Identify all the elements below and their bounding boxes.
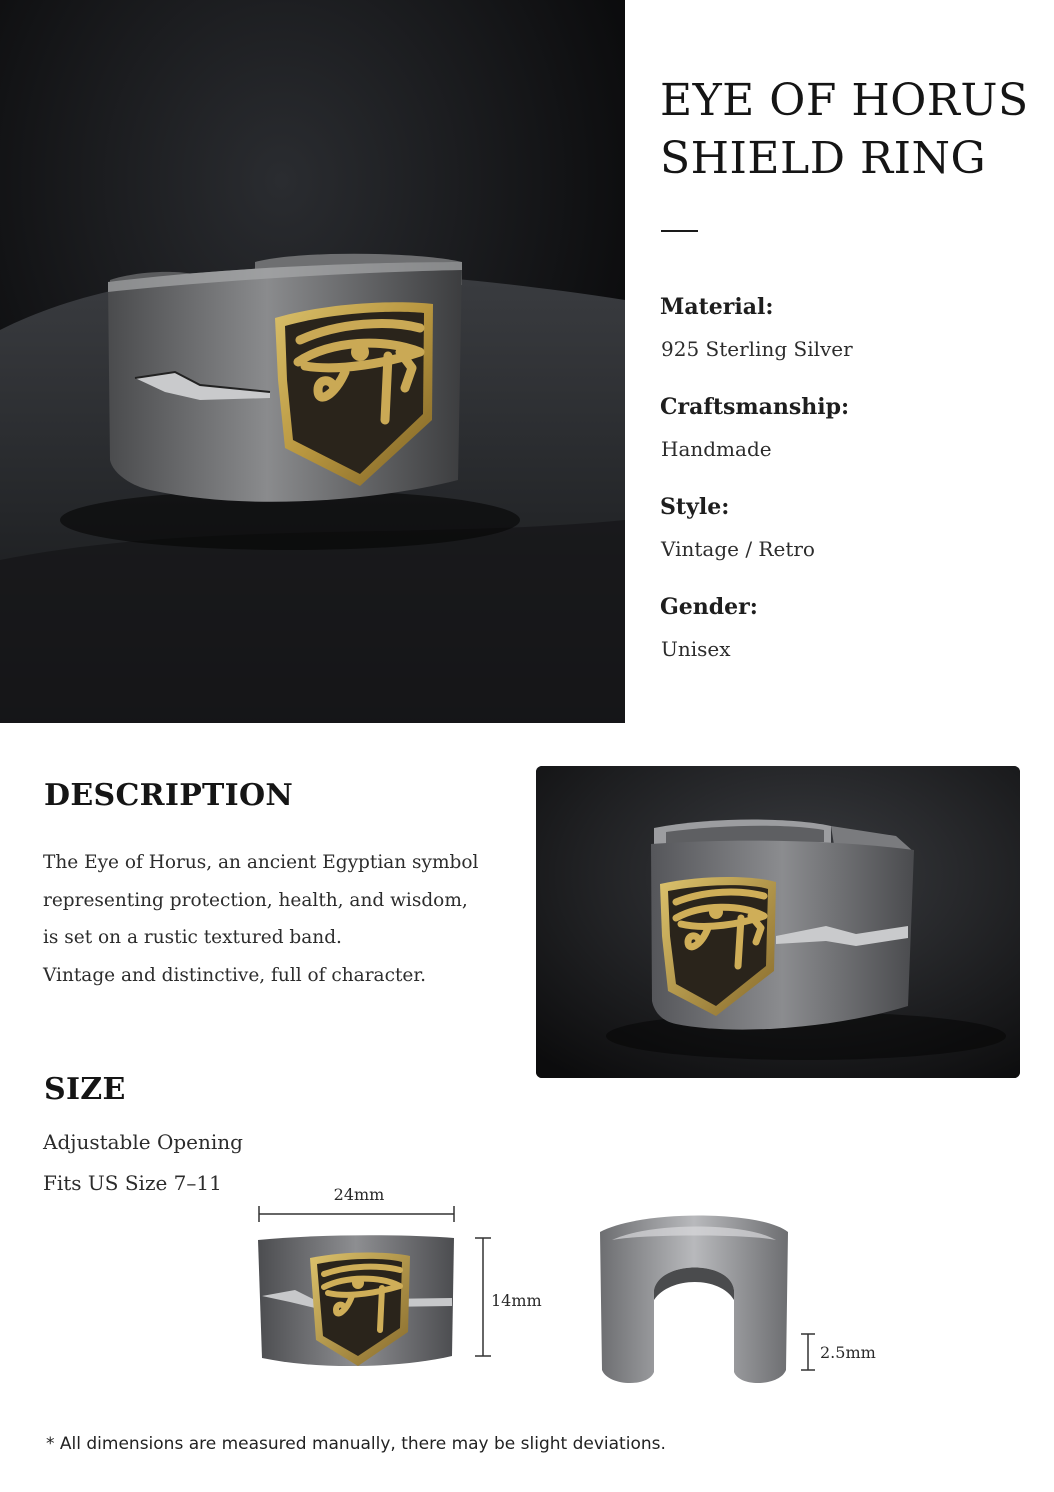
- side-ring-view: [600, 1216, 788, 1384]
- size-adjustable-text: Adjustable Opening: [43, 1130, 243, 1154]
- spec-value-material: 925 Sterling Silver: [661, 337, 853, 361]
- spec-label-material: Material:: [660, 294, 774, 320]
- spec-value-craftsmanship: Handmade: [661, 437, 772, 461]
- thickness-label: 2.5mm: [820, 1343, 876, 1362]
- front-ring-view: [258, 1235, 454, 1366]
- description-line: The Eye of Horus, an ancient Egyptian symbol: [43, 852, 479, 873]
- thickness-dimension-line: [801, 1334, 815, 1370]
- hero-ring-image: [0, 0, 625, 723]
- size-fits-text: Fits US Size 7–11: [43, 1171, 222, 1195]
- title-divider: [661, 230, 698, 232]
- detail-product-photo: [536, 766, 1020, 1078]
- spec-label-style: Style:: [660, 494, 730, 520]
- spec-label-craftsmanship: Craftsmanship:: [660, 394, 850, 420]
- detail-ring-image: [536, 766, 1020, 1078]
- spec-label-gender: Gender:: [660, 594, 758, 620]
- height-label: 14mm: [491, 1291, 542, 1310]
- product-title: [660, 72, 1040, 188]
- description-heading: DESCRIPTION: [44, 778, 294, 813]
- height-dimension-line: [475, 1238, 491, 1356]
- width-dimension-line: [259, 1206, 454, 1222]
- spec-value-style: Vintage / Retro: [661, 537, 815, 561]
- hero-product-photo: [0, 0, 625, 723]
- footnote: * All dimensions are measured manually, there may be slight deviations.: [46, 1434, 666, 1454]
- product-title-line2: SHIELD RING: [660, 133, 987, 184]
- description-line: Vintage and distinctive, full of character.: [43, 964, 427, 986]
- spec-value-gender: Unisex: [661, 637, 731, 661]
- size-dimension-diagram: [240, 1180, 920, 1400]
- description-text: [43, 844, 513, 994]
- description-line: is set on a rustic textured band.: [43, 927, 342, 948]
- description-line: representing protection, health, and wisdom,: [43, 889, 468, 911]
- product-title-line1: EYE OF HORUS: [660, 75, 1029, 126]
- width-label: 24mm: [333, 1185, 385, 1204]
- size-heading: SIZE: [44, 1072, 126, 1107]
